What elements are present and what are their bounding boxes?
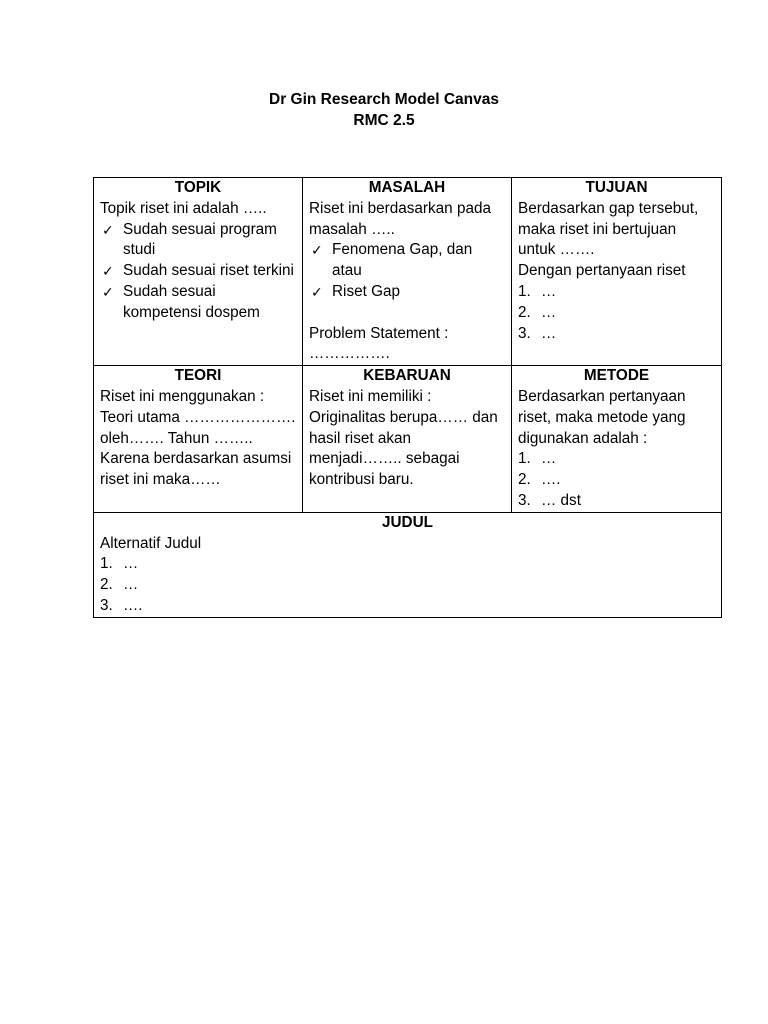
masalah-check-item: ✓ Fenomena Gap, dan atau [311, 241, 473, 280]
cell-teori [94, 366, 303, 513]
research-model-canvas-table [93, 177, 722, 618]
problem-statement-label: Problem Statement : [309, 324, 449, 342]
topik-check-item: ✓ Sudah sesuai program studi [102, 220, 277, 259]
cell-metode [512, 366, 722, 513]
heading-masalah: MASALAH [368, 179, 446, 196]
tujuan-intro: Berdasarkan gap tersebut, maka riset ini bertujuan untuk ……. [518, 199, 699, 259]
kebaruan-line: Riset ini memiliki : [309, 387, 432, 405]
masalah-intro: Riset ini berdasarkan pada masalah ….. [309, 199, 491, 238]
heading-teori: TEORI [174, 367, 222, 385]
list-item: 3. … dst [518, 491, 581, 509]
list-item: 2. … [518, 303, 557, 321]
heading-topik: TOPIK [174, 179, 222, 196]
tujuan-question: Dengan pertanyaan riset [518, 262, 686, 280]
topik-check-item: ✓ Sudah sesuai kompetensi dospem [102, 282, 260, 321]
teori-line: oleh……. Tahun …….. [100, 429, 253, 447]
heading-tujuan: TUJUAN [585, 179, 648, 196]
list-item: 2. … [100, 576, 139, 594]
heading-kebaruan: KEBARUAN [363, 367, 451, 385]
teori-line: Teori utama …………………. [100, 408, 296, 426]
list-item: 1. … [518, 282, 557, 300]
list-item: 3. …. [100, 596, 143, 614]
topik-intro: Topik riset ini adalah ….. [100, 199, 267, 217]
title-line-2: RMC 2.5 [353, 112, 415, 129]
problem-statement-value: ……………. [309, 345, 390, 363]
cell-topik [94, 178, 303, 366]
cell-kebaruan [303, 366, 512, 513]
document-title [0, 89, 768, 131]
cell-judul [94, 512, 722, 617]
list-item: 1. … [100, 555, 139, 573]
metode-intro: Berdasarkan pertanyaan riset, maka metode yang digunakan adalah : [518, 387, 686, 447]
list-item: 3. … [518, 324, 557, 342]
masalah-check-item: ✓ Riset Gap [309, 282, 505, 303]
judul-intro: Alternatif Judul [100, 534, 202, 552]
kebaruan-line: Originalitas berupa…… dan hasil riset akan menjadi…….. sebagai kontribusi baru. [309, 408, 498, 489]
title-line-1: Dr Gin Research Model Canvas [269, 91, 499, 108]
topik-check-item: ✓ Sudah sesuai riset terkini [100, 261, 296, 282]
check-icon: ✓ [102, 263, 114, 280]
cell-masalah [303, 178, 512, 366]
heading-judul: JUDUL [382, 513, 433, 531]
teori-line: Karena berdasarkan asumsi riset ini maka…… [100, 450, 292, 489]
list-item: 1. … [518, 450, 557, 468]
check-icon: ✓ [102, 283, 114, 300]
teori-line: Riset ini menggunakan : [100, 387, 265, 405]
check-icon: ✓ [102, 221, 114, 238]
cell-tujuan [512, 178, 722, 366]
heading-metode: METODE [583, 367, 650, 385]
check-icon: ✓ [311, 242, 323, 259]
list-item: 2. …. [518, 471, 561, 489]
check-icon: ✓ [311, 283, 323, 300]
